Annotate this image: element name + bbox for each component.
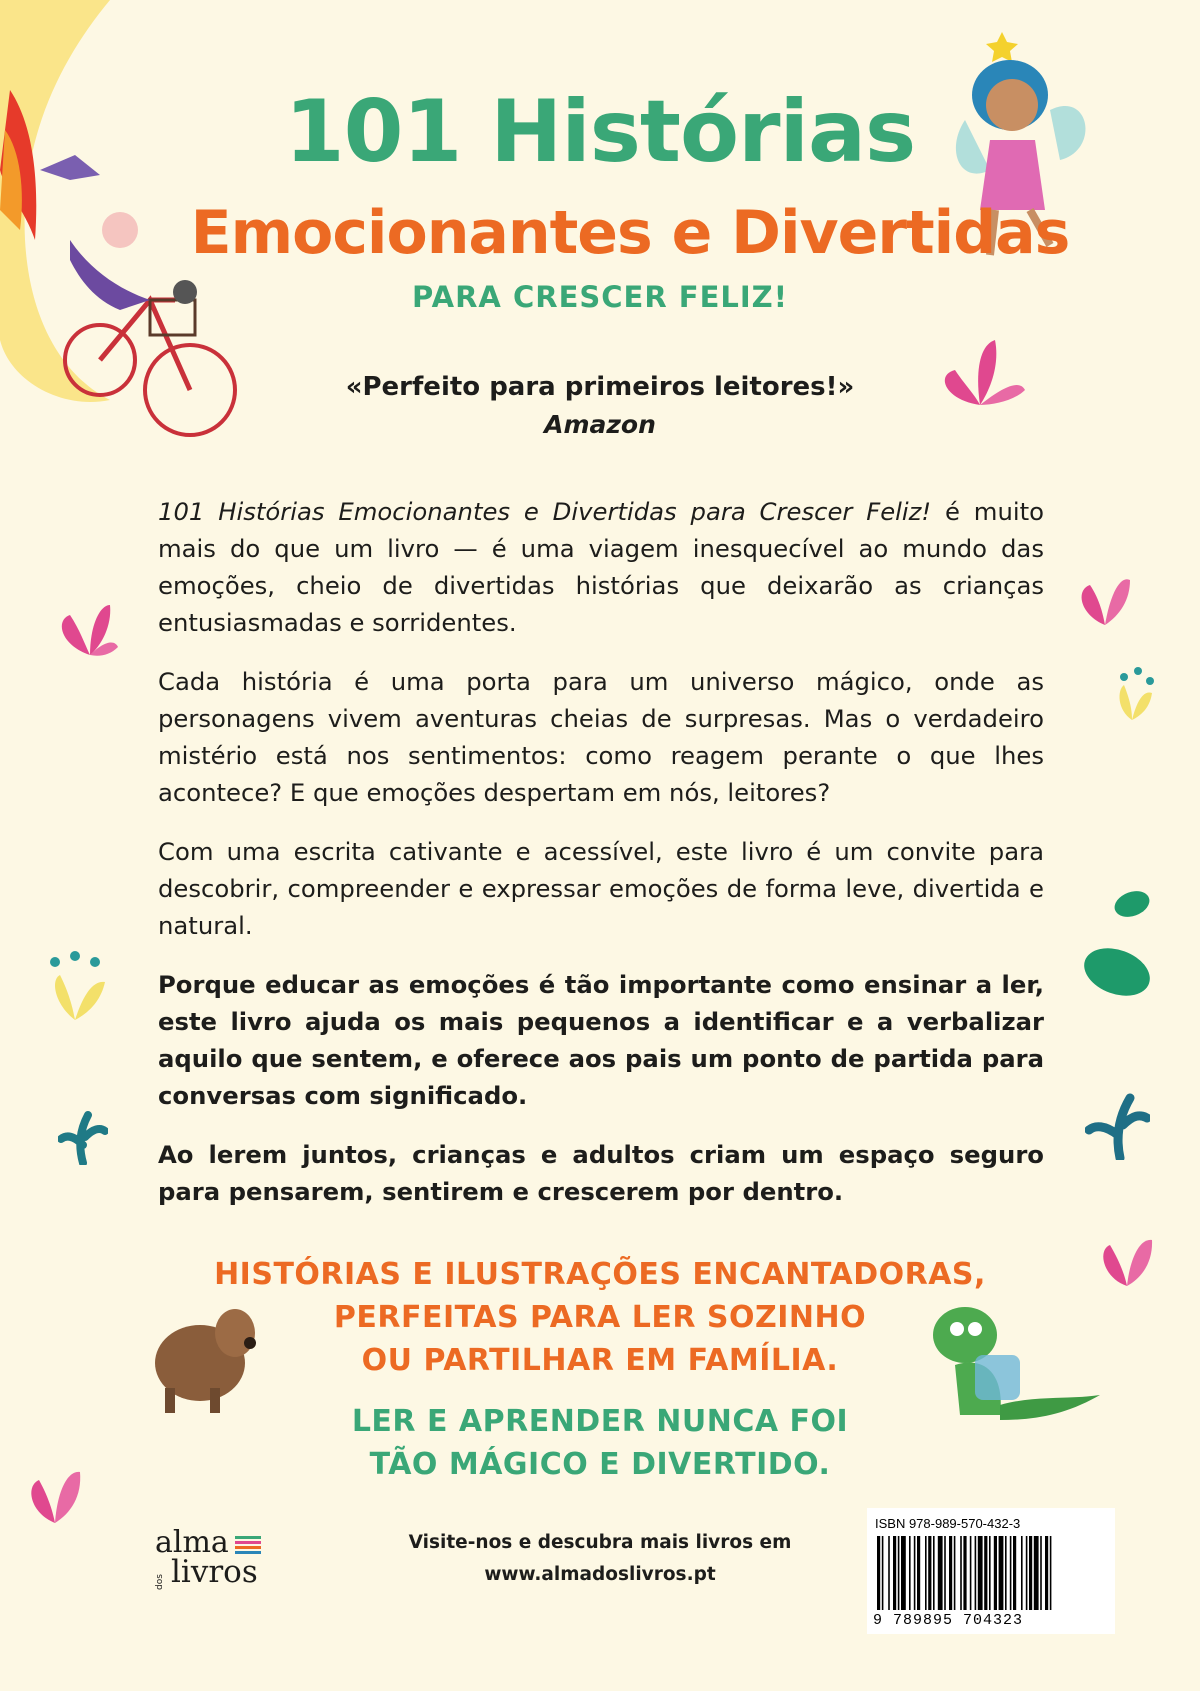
logo-color-bars <box>235 1536 261 1556</box>
description-paragraph-4 <box>158 966 1044 1114</box>
book-title-line-2: Emocionantes e Divertidas <box>190 198 1070 268</box>
website-link[interactable]: www.almadoslivros.pt <box>484 1564 716 1585</box>
description-text: Ao lerem juntos, crianças e adultos criam um espaço seguro para pensarem, sentirem e crescerem por dentro. <box>158 1140 1044 1206</box>
description-paragraph-3 <box>158 833 1044 944</box>
book-title-line-1: 101 Histórias <box>284 82 916 182</box>
description-text: é muito mais do que um livro — é uma viagem inesquecível ao mundo das emoções, cheio de divertidas histórias que deixarão as crianças entusiasmadas e sorridentes. <box>158 497 1044 637</box>
book-subtitle: PARA CRESCER FELIZ! <box>412 280 788 314</box>
logo-word-dos: dos <box>155 1574 165 1590</box>
review-quote: «Perfeito para primeiros leitores!» <box>345 372 855 402</box>
description-text: Com uma escrita cativante e acessível, este livro é um convite para descobrir, compreender e expressar emoções de forma leve, divertida e natural. <box>158 837 1044 940</box>
publisher-logo <box>155 1525 275 1593</box>
teal-plant-icon <box>58 1105 108 1165</box>
green-leaf-icon <box>1112 888 1152 920</box>
yellow-flower-icon <box>45 950 110 1025</box>
description-text: Cada história é uma porta para um universo mágico, onde as personagens vivem aventuras cheias de surpresas. Mas o verdadeiro mistério está nos sentimentos: como reagem perante o que lhes acontece? E que emoções despertam em nós, leitores? <box>158 667 1044 807</box>
slogan-line: TÃO MÁGICO E DIVERTIDO. <box>369 1447 831 1482</box>
slogan-line: PERFEITAS PARA LER SOZINHO <box>333 1300 867 1335</box>
description-text: Porque educar as emoções é tão importante como ensinar a ler, este livro ajuda os mais pequenos a identificar e a verbalizar aquilo que sentem, e oferece aos pais um ponto de partida para conversas com significado. <box>158 970 1044 1110</box>
logo-word-alma: alma <box>155 1525 229 1560</box>
slogan-line: HISTÓRIAS E ILUSTRAÇÕES ENCANTADORAS, <box>214 1257 986 1292</box>
description-paragraph-1 <box>158 493 1044 641</box>
slogan-line: LER E APRENDER NUNCA FOI <box>351 1404 849 1439</box>
description-paragraph-5 <box>158 1136 1044 1210</box>
book-title-inline: 101 Histórias Emocionantes e Divertidas para Crescer Feliz! <box>158 497 932 526</box>
logo-word-livros: livros <box>171 1554 258 1590</box>
green-leaf-icon <box>1080 945 1155 1000</box>
isbn-label: ISBN 978-989-570-432-3 <box>875 1516 1021 1531</box>
yellow-flower-icon <box>1112 665 1157 725</box>
barcode-bars <box>875 1536 1107 1612</box>
pink-flower-icon <box>50 585 120 660</box>
review-source: Amazon <box>544 410 656 439</box>
slogan-green <box>0 1400 1200 1486</box>
description-paragraph-2 <box>158 663 1044 811</box>
slogan-orange <box>0 1253 1200 1382</box>
visit-line: Visite-nos e descubra mais livros em <box>408 1532 792 1553</box>
barcode-digits: 9 789895 704323 <box>873 1612 1024 1629</box>
teal-plant-icon <box>1085 1090 1150 1160</box>
isbn-barcode <box>867 1508 1115 1634</box>
visit-website-text <box>380 1527 820 1591</box>
slogan-line: OU PARTILHAR EM FAMÍLIA. <box>361 1343 839 1378</box>
pink-flower-icon <box>1075 560 1135 630</box>
